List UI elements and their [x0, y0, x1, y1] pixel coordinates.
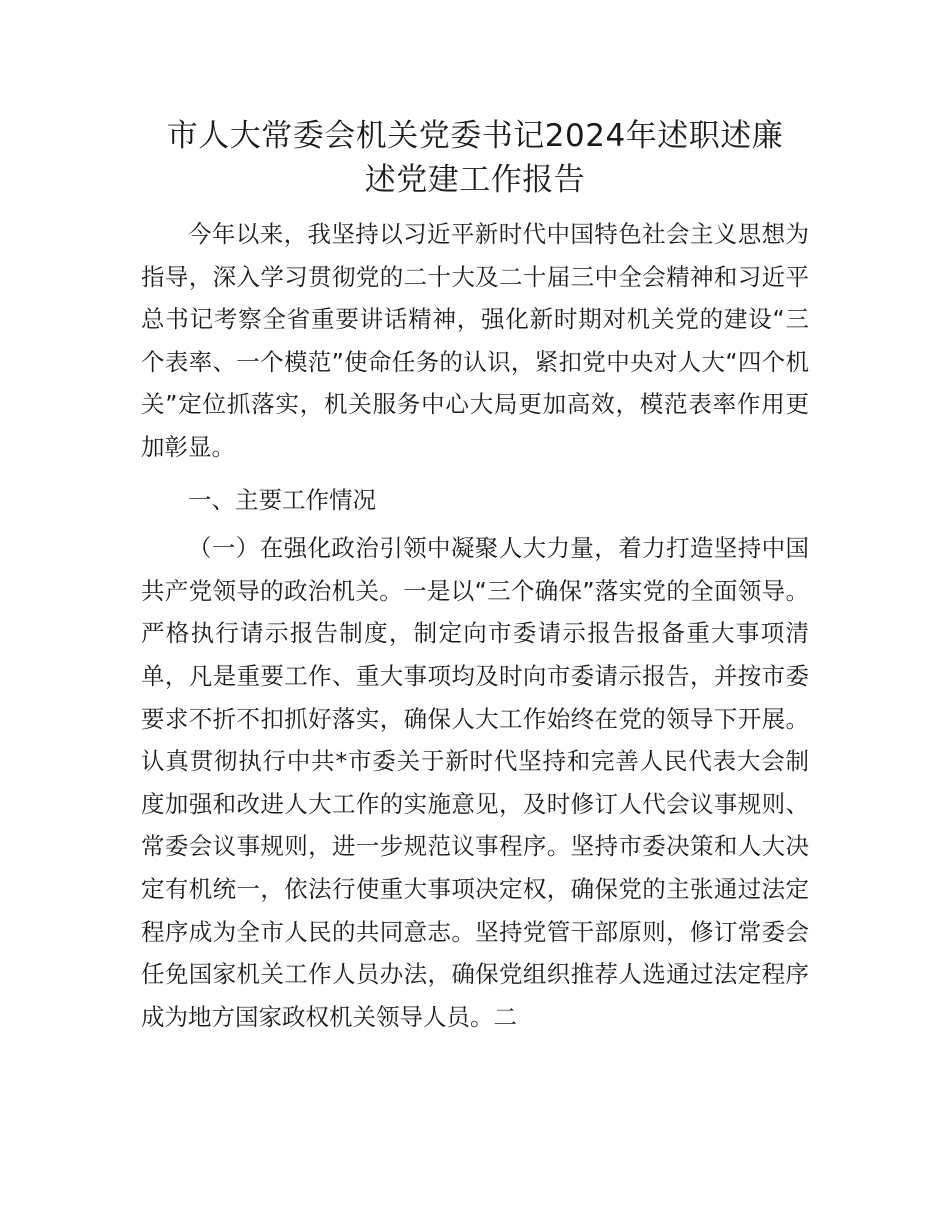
section-heading: 一、主要工作情况 — [188, 485, 376, 514]
section-body-paragraph: （一）在强化政治引领中凝聚人大力量，着力打造坚持中国共产党领导的政治机关。一是以“三个确保”落实党的全面领导。严格执行请示报告制度，制定向市委请示报告报备重大事项清单，凡是重要工作、重大事项均及时向市委请示报告，并按市委要求不折不扣抓好落实，确保人大工作始终在党的领导下开展。认真贯彻执行中共*市委关于新时代坚持和完善人民代表大会制度加强和改进人大工作的实施意见，及时修订人代会议事规则、常委会议事规则，进一步规范议事程序。坚持市委决策和人大决定有机统一，依法行使重大事项决定权，确保党的主张通过法定程序成为全市人民的共同意志。坚持党管干部原则，修订常委会任免国家机关工作人员办法，确保党组织推荐人选通过法定程序成为地方国家政权机关领导人员。二 — [141, 534, 809, 1031]
title-line-2: 述党建工作报告 — [364, 162, 586, 198]
title-line-1: 市人大常委会机关党委书记2024年述职述廉 — [166, 118, 784, 154]
document-title — [120, 114, 830, 202]
intro-paragraph: 今年以来，我坚持以习近平新时代中国特色社会主义思想为指导，深入学习贯彻党的二十大及二十届三中全会精神和习近平总书记考察全省重要讲话精神，强化新时期对机关党的建设“三个表率、一个模范”使命任务的认识，紧扣党中央对人大“四个机关”定位抓落实，机关服务中心大局更加高效，模范表率作用更加彰显。 — [141, 220, 809, 461]
document-body — [141, 213, 809, 1038]
